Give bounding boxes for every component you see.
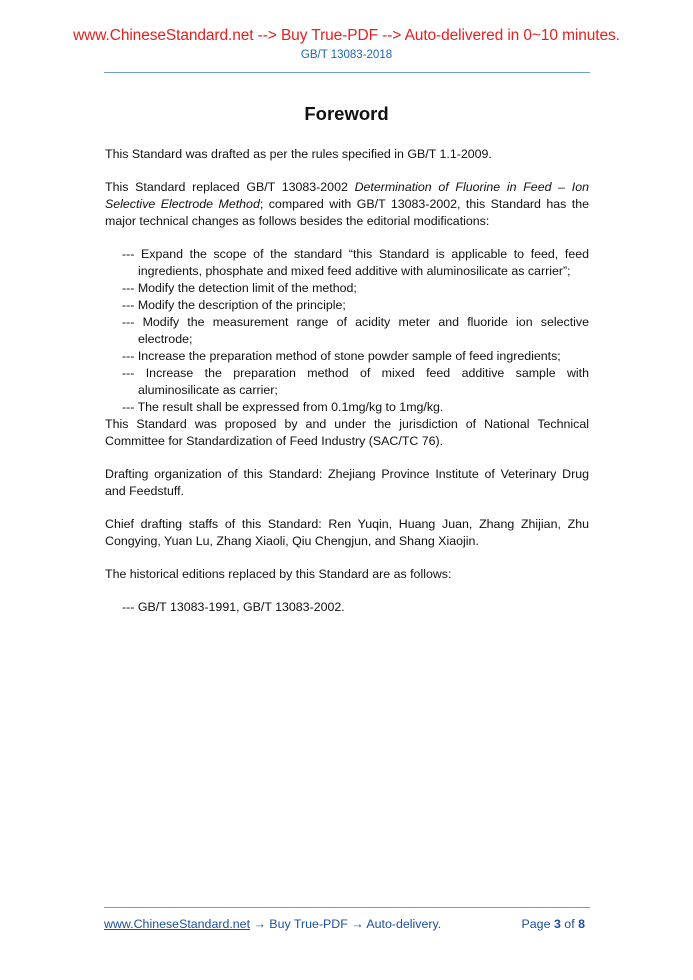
change-item: --- Modify the detection limit of the method; — [122, 281, 357, 295]
standard-code: GB/T 13083-2018 — [300, 49, 393, 61]
replacement-text-start: This Standard replaced GB/T 13083-2002 — [105, 180, 355, 194]
paragraph-jurisdiction: This Standard was proposed by and under the jurisdiction of National Technical Committee for Standardization of Feed Industry (SAC/TC 76). — [105, 417, 589, 448]
page-number: 3 — [553, 917, 561, 931]
top-banner[interactable]: www.ChineseStandard.net --> Buy True-PDF --> Auto-delivered in 0~10 minutes. — [73, 27, 620, 44]
historical-edition-item: --- GB/T 13083-1991, GB/T 13083-2002. — [122, 600, 345, 614]
paragraph-historical-editions: The historical editions replaced by this Standard are as follows: — [105, 567, 452, 581]
change-item: --- Modify the description of the principle; — [122, 298, 346, 312]
replacement-text-end: ; compared with GB/T 13083-2002, this Standard has the major technical changes as follows besides the editorial modifications: — [105, 197, 589, 228]
page-label: Page — [521, 917, 551, 931]
page-total: 8 — [578, 917, 585, 931]
footer-divider — [104, 907, 590, 908]
page-indicator — [522, 917, 585, 931]
of-label: of — [564, 917, 575, 931]
footer-website-link[interactable]: www.ChineseStandard.net — [104, 917, 251, 931]
paragraph-drafting-staff: Chief drafting staffs of this Standard: Ren Yuqin, Huang Juan, Zhang Zhijian, Zhu Congying, Yuan Lu, Zhang Xiaoli, Qiu Chengjun, and Shang Xiaojin. — [105, 517, 589, 548]
change-item: --- Modify the measurement range of acidity meter and fluoride ion selective electrode; — [122, 315, 589, 346]
page-title: Foreword — [304, 103, 389, 124]
paragraph-drafting-organization: Drafting organization of this Standard: Zhejiang Province Institute of Veterinary Drug and Feedstuff. — [105, 467, 589, 498]
paragraph-replacement — [105, 179, 589, 230]
change-item: --- Expand the scope of the standard “this Standard is applicable to feed, feed ingredients, phosphate and mixed feed additive with aluminosilicate as carrier”; — [122, 247, 589, 278]
change-item: --- Increase the preparation method of mixed feed additive sample with aluminosilicate as carrier; — [122, 366, 589, 397]
paragraph-drafting-rules: This Standard was drafted as per the rules specified in GB/T 1.1-2009. — [105, 147, 492, 161]
document-body — [105, 146, 589, 616]
footer-text: → Buy True-PDF → Auto-delivery. — [250, 917, 442, 931]
header-divider — [104, 72, 590, 73]
change-item: --- The result shall be expressed from 0.1mg/kg to 1mg/kg. — [122, 400, 444, 414]
replaced-standard-title: Determination of Fluorine in Feed – Ion Selective Electrode Method — [105, 180, 589, 211]
page-footer — [104, 917, 590, 931]
change-item: --- Increase the preparation method of stone powder sample of feed ingredients; — [122, 349, 561, 363]
